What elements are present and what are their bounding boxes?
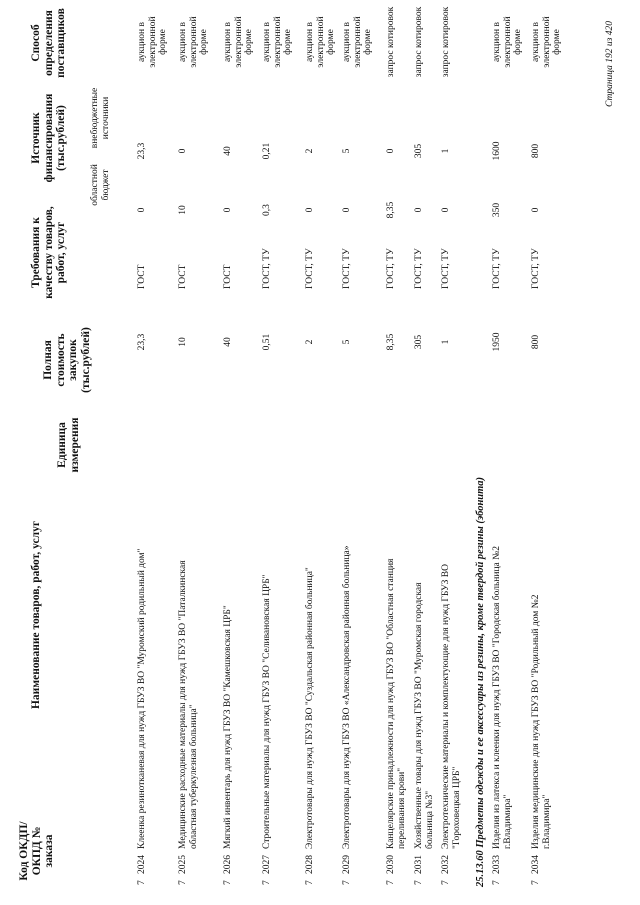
cell-code: 7 (342, 880, 352, 885)
cell-num: 2028 (305, 855, 315, 874)
cell-extra: 0 (178, 148, 188, 154)
subheader-extra: внебюджетные источники (90, 87, 111, 149)
cell-num: 2029 (342, 855, 352, 874)
cell-quality: ГОСТ, ТУ (262, 248, 272, 289)
cell-extra: 23,3 (137, 142, 147, 160)
cell-regional: 8,35 (386, 201, 396, 219)
cell-num: 2027 (262, 855, 272, 874)
cell-method: аукцион в электронной форме (137, 16, 168, 68)
cell-regional: 0 (137, 207, 147, 213)
cell-code: 7 (531, 880, 541, 885)
cell-quality: ГОСТ, ТУ (342, 248, 352, 289)
cell-extra: 800 (531, 143, 541, 159)
subheader-regional: областной бюджет (90, 164, 111, 206)
header-name: Наименование товаров, работ, услуг (30, 520, 42, 710)
cell-name: Канцелярские принадлежности для нужд ГБУЗ ВО "Областная станция переливания крови" (386, 558, 407, 849)
cell-regional: 0 (441, 207, 451, 213)
cell-num: 2031 (414, 855, 424, 874)
cell-name: Строительные материалы для нужд ГБУЗ ВО "Селивановская ЦРБ" (262, 574, 272, 849)
cell-cost: 10 (178, 337, 188, 347)
cell-quality: ГОСТ (178, 264, 188, 289)
header-method: Способ определения поставщиков (30, 8, 67, 78)
cell-code: 7 (441, 880, 451, 885)
cell-method: аукцион в электронной форме (305, 16, 336, 68)
cell-cost: 23,3 (137, 333, 147, 351)
cell-cost: 40 (223, 337, 233, 347)
cell-code: 7 (137, 880, 147, 885)
cell-extra: 305 (414, 143, 424, 159)
cell-quality: ГОСТ, ТУ (441, 248, 451, 289)
cell-cost: 1 (441, 339, 451, 345)
cell-quality: ГОСТ, ТУ (531, 248, 541, 289)
cell-regional: 0 (305, 207, 315, 213)
cell-name: Медицинские расходные материалы для нужд ГБУЗ ВО "Паталкинская областная туберкулезная больница" (178, 560, 199, 849)
cell-name: Электротовары для нужд ГБУЗ ВО «Александровская районная больница» (342, 545, 352, 849)
header-cost: Полная стоимость закупок (тыс.рублей) (42, 327, 92, 393)
cell-cost: 2 (305, 339, 315, 345)
cell-regional: 0 (223, 207, 233, 213)
cell-code: 7 (178, 880, 188, 885)
cell-extra: 0 (386, 148, 396, 154)
cell-num: 2032 (441, 855, 451, 874)
cell-cost: 0,51 (262, 333, 272, 351)
cell-num: 2024 (137, 855, 147, 874)
cell-method: аукцион в электронной форме (531, 16, 562, 68)
cell-regional: 350 (492, 202, 502, 218)
cell-quality: ГОСТ, ТУ (386, 248, 396, 289)
cell-quality: ГОСТ, ТУ (305, 248, 315, 289)
cell-extra: 5 (342, 148, 352, 154)
cell-method: аукцион в электронной форме (262, 16, 293, 68)
cell-name: Мягкий инвентарь для нужд ГБУЗ ВО "Камешковская ЦРБ" (223, 605, 233, 849)
cell-cost: 800 (531, 334, 541, 350)
header-quality: Требования к качеству товаров, работ, услуг (30, 206, 67, 299)
cell-method: запрос котировок (386, 6, 396, 78)
cell-name: Клеенка резинотканевая для нужд ГБУЗ ВО "Муромский родильный дом" (137, 548, 147, 849)
cell-quality: ГОСТ, ТУ (492, 248, 502, 289)
cell-regional: 0 (531, 207, 541, 213)
cell-method: запрос котировок (414, 6, 424, 78)
cell-method: аукцион в электронной форме (342, 16, 373, 68)
cell-extra: 0,21 (262, 142, 272, 160)
cell-regional: 0 (342, 207, 352, 213)
cell-extra: 2 (305, 148, 315, 154)
header-funding: Источник финансирования (тыс.рублей) (30, 93, 67, 183)
cell-num: 2026 (223, 855, 233, 874)
cell-code: 7 (305, 880, 315, 885)
cell-code: 7 (414, 880, 424, 885)
section-code: 25.13.60 (475, 850, 486, 887)
section-title: Предметы одежды и ее аксессуары из резины, кроме твердой резины (эбонита) (475, 476, 486, 848)
cell-num: 2030 (386, 855, 396, 874)
cell-quality: ГОСТ (223, 264, 233, 289)
cell-cost: 5 (342, 339, 352, 345)
cell-code: 7 (262, 880, 272, 885)
cell-name: Изделия из латекса и клеенки для нужд ГБУЗ ВО "Городская больница №2 г.Владимира" (492, 546, 513, 849)
cell-extra: 1600 (492, 141, 502, 161)
cell-cost: 305 (414, 334, 424, 350)
cell-num: 2034 (531, 855, 541, 874)
page-footer: Страница 192 из 420 (605, 21, 615, 107)
cell-cost: 1950 (492, 332, 502, 352)
cell-extra: 40 (223, 146, 233, 156)
cell-regional: 0,3 (262, 204, 272, 216)
cell-method: запрос котировок (441, 6, 451, 78)
cell-name: Хозяйственные товары для нужд ГБУЗ ВО "Муромская городская больница №3" (414, 582, 435, 849)
cell-name: Электротовары для нужд ГБУЗ ВО "Суздальская районная больница" (305, 567, 315, 849)
cell-regional: 10 (178, 205, 188, 215)
cell-method: аукцион в электронной форме (223, 16, 254, 68)
cell-code: 7 (223, 880, 233, 885)
cell-extra: 1 (441, 148, 451, 154)
cell-quality: ГОСТ, ТУ (414, 248, 424, 289)
cell-method: аукцион в электронной форме (178, 16, 209, 68)
cell-code: 7 (492, 880, 502, 885)
header-unit: Единица измерения (56, 417, 81, 473)
cell-method: аукцион в электронной форме (492, 16, 523, 68)
cell-cost: 8,35 (386, 333, 396, 351)
cell-quality: ГОСТ (137, 264, 147, 289)
cell-code: 7 (386, 880, 396, 885)
section-heading (475, 477, 486, 887)
cell-num: 2033 (492, 855, 502, 874)
cell-regional: 0 (414, 207, 424, 213)
header-code: Код ОКДП/ ОКПД № заказа (18, 821, 55, 881)
cell-name: Изделия медицинские для нужд ГБУЗ ВО "Родильный дом №2 г.Владимира" (531, 594, 552, 849)
cell-name: Электротехнические материалы и комплектующие для нужд ГБУЗ ВО "Гороховецкая ЦРБ" (441, 564, 462, 849)
cell-num: 2025 (178, 855, 188, 874)
